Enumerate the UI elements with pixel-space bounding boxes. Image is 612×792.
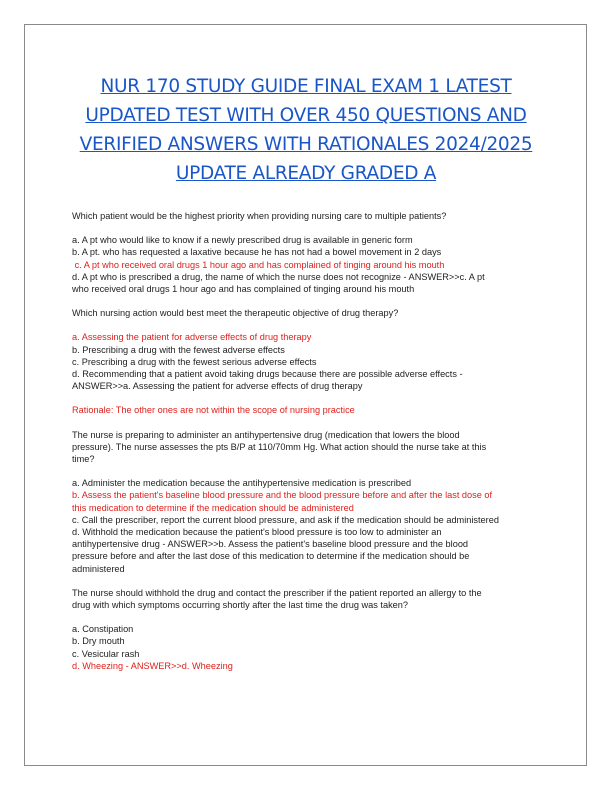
q4-option-b: b. Dry mouth [72,636,125,647]
question-4-line-2: drug with which symptoms occurring shortly after the last time the drug was taken? [72,600,408,611]
q2-option-d: d. Recommending that a patient avoid taking drugs because there are possible adverse effects - [72,369,463,380]
q2-option-a-correct: a. Assessing the patient for adverse effects of drug therapy [72,332,312,343]
q1-option-b: b. A pt. who has requested a laxative because he has not had a bowel movement in 2 days [72,247,442,258]
q3-option-b-correct-continued: this medication to determine if the medication should be administered [72,502,354,513]
q2-option-c: c. Prescribing a drug with the fewest serious adverse effects [72,356,317,367]
question-3-line-1: The nurse is preparing to administer an antihypertensive drug (medication that lowers the blood [72,429,460,440]
q1-answer-continued: who received oral drugs 1 hour ago and has complained of tinging around his mouth [72,284,415,295]
q1-option-d: d. A pt who is prescribed a drug, the name of which the nurse does not recognize - ANSWER>>c. A pt [72,271,485,282]
q4-option-a: a. Constipation [72,624,134,635]
q3-option-c: c. Call the prescriber, report the current blood pressure, and ask if the medication should be administered [72,514,499,525]
document-body [72,210,546,672]
q3-option-b-correct: b. Assess the patient's baseline blood pressure and the blood pressure before and after the last dose of [72,490,493,501]
question-3-line-2: pressure). The nurse assesses the pts B/P at 110/70mm Hg. What action should the nurse take at this [72,441,487,452]
q3-option-d: d. Withhold the medication because the patient's blood pressure is too low to administer an [72,527,442,538]
q2-rationale: Rationale: The other ones are not within the scope of nursing practice [72,405,355,416]
q4-option-c: c. Vesicular rash [72,648,140,659]
q2-option-b: b. Prescribing a drug with the fewest adverse effects [72,344,285,355]
q3-answer-line-2: pressure before and after the last dose of this medication to determine if the medication should be [72,551,470,562]
question-4-line-1: The nurse should withhold the drug and contact the prescriber if the patient reported an allergy to the [72,587,482,598]
question-3-line-3: time? [72,454,95,465]
q2-answer-continued: ANSWER>>a. Assessing the patient for adverse effects of drug therapy [72,381,363,392]
question-1: Which patient would be the highest priority when providing nursing care to multiple patients? [72,211,447,221]
q1-option-c-correct: c. A pt who received oral drugs 1 hour ago and has complained of tinging around his mouth [72,259,445,270]
q4-option-d-correct: d. Wheezing - ANSWER>>d. Wheezing [72,660,233,671]
question-2: Which nursing action would best meet the therapeutic objective of drug therapy? [72,308,399,319]
q3-answer-line-1: antihypertensive drug - ANSWER>>b. Assess the patient's baseline blood pressure and the blood [72,539,469,550]
document-title: NUR 170 STUDY GUIDE FINAL EXAM 1 LATEST UPDATED TEST WITH OVER 450 QUESTIONS AND VERIFIED ANSWERS WITH RATIONALES 2024/2025 UPDATE ALREADY GRADED A [79,76,533,184]
q3-option-a: a. Administer the medication because the antihypertensive medication is prescribed [72,478,412,489]
q3-answer-line-3: administered [72,563,125,574]
q1-option-a: a. A pt who would like to know if a newly prescribed drug is available in generic form [72,235,413,246]
